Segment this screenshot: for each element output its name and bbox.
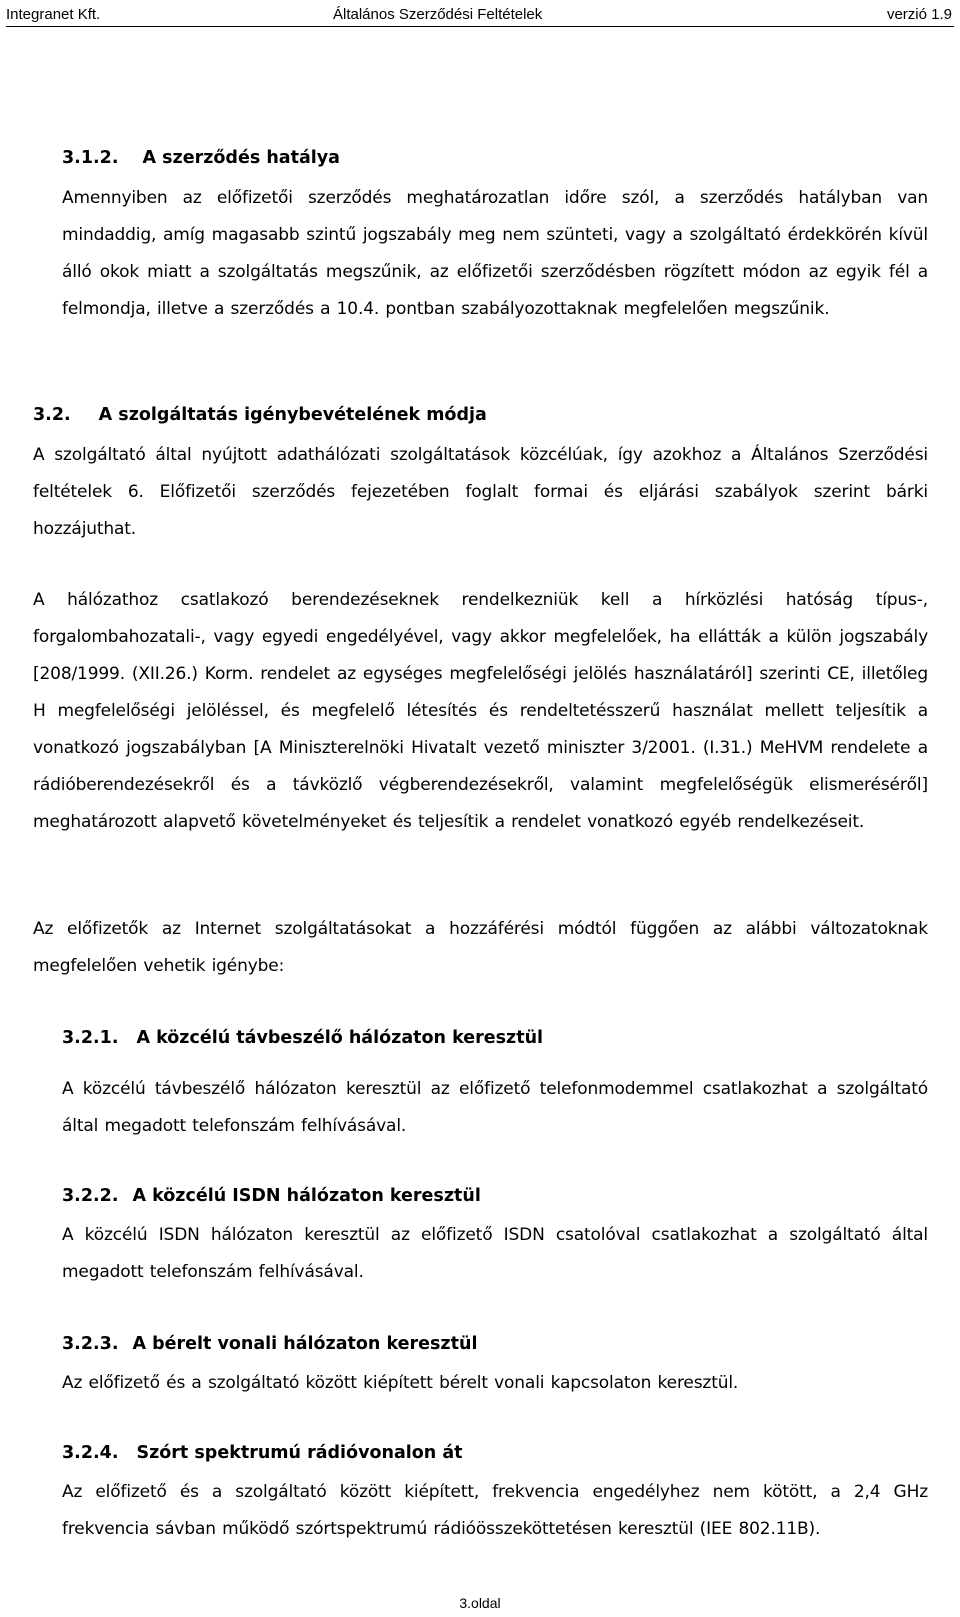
section-title: Szórt spektrumú rádióvonalon át [136, 1443, 463, 1463]
section-number: 3.2.3. [62, 1334, 119, 1354]
section-heading-3-2-3 [62, 1334, 928, 1354]
section-title: A közcélú ISDN hálózaton keresztül [132, 1186, 481, 1206]
section-heading-3-1-2 [62, 148, 928, 168]
section-heading-3-2-2 [62, 1186, 928, 1206]
section-title: A bérelt vonali hálózaton keresztül [132, 1334, 478, 1354]
section-3-2-4-text: Az előfizető és a szolgáltató között kiépített, frekvencia engedélyhez nem kötött, a 2,4 GHz frekvencia sávban működő szórtspektrumú rádióösszeköttetésen keresztül (IEE 802.11B). [62, 1482, 928, 1539]
section-number: 3.1.2. [62, 148, 119, 168]
section-heading-3-2-4 [62, 1443, 928, 1463]
section-heading-3-2-1 [62, 1028, 928, 1048]
header-version: verzió 1.9 [886, 6, 952, 23]
section-heading-3-2 [33, 405, 928, 425]
section-number: 3.2.1. [62, 1028, 119, 1048]
section-number: 3.2.2. [62, 1186, 119, 1206]
page-number: 3.oldal [459, 1595, 501, 1611]
header-company: Integranet Kft. [6, 6, 101, 23]
section-number: 3.2. [33, 405, 71, 425]
section-3-2-3-text: Az előfizető és a szolgáltató között kiépített bérelt vonali kapcsolaton keresztül. [62, 1373, 739, 1393]
section-3-1-2-text: Amennyiben az előfizetői szerződés meghatározatlan időre szól, a szerződés hatályban van mindaddig, amíg magasabb szintű jogszabály meg nem szünteti, vagy a szolgáltató érdekkörén kívül álló okok miatt a szolgáltatás megszűnik, az előfizetői szerződésben rögzített módon az egyik fél a felmondja, illetve a szerződés a 10.4. pontban szabályozottaknak megfelelően megszűnik. [62, 188, 928, 319]
section-title: A szolgáltatás igénybevételének módja [98, 405, 487, 425]
section-title: A közcélú távbeszélő hálózaton keresztül [136, 1028, 544, 1048]
section-3-2-1-text: A közcélú távbeszélő hálózaton keresztül az előfizető telefonmodemmel csatlakozhat a szolgáltató által megadott telefonszám felhívásával. [62, 1079, 928, 1136]
section-number: 3.2.4. [62, 1443, 119, 1463]
page-header [6, 4, 954, 27]
section-3-2-paragraph-3: Az előfizetők az Internet szolgáltatásokat a hozzáférési módtól függően az alábbi változatoknak megfelelően vehetik igénybe: [33, 919, 928, 976]
section-3-2-paragraph-2: A hálózathoz csatlakozó berendezéseknek rendelkezniük kell a hírközlési hatóság típus-, forgalombahozatali-, vagy egyedi engedélyével, vagy akkor megfelelőek, ha ellátták a külön jogszabály [208/1999. (XII.26.) Korm. rendelet az egységes megfelelőségi jelölés használatáról] szerinti CE, illetőleg H megfelelőségi jelöléssel, és megfelelő létesítés és rendeltetésszerű használat mellett teljesítik a vonatkozó jogszabályban [A Miniszterelnöki Hivatalt vezető miniszter 3/2001. (I.31.) MeHVM rendelete a rádióberendezésekről és a távközlő végberendezésekről, valamint megfelelőségük elismeréséről] meghatározott alapvető követelményeket és teljesítik a rendelet vonatkozó egyéb rendelkezéseit. [33, 590, 928, 832]
section-title: A szerződés hatálya [142, 148, 340, 168]
section-3-2-2-text: A közcélú ISDN hálózaton keresztül az előfizető ISDN csatolóval csatlakozhat a szolgáltató által megadott telefonszám felhívásával. [62, 1225, 928, 1282]
header-doc-title: Általános Szerződési Feltételek [333, 6, 543, 23]
section-3-2-paragraph-1: A szolgáltató által nyújtott adathálózati szolgáltatások közcélúak, így azokhoz a Általános Szerződési feltételek 6. Előfizetői szerződés fejezetében foglalt formai és eljárási szabályok szerint bárki hozzájuthat. [33, 445, 928, 539]
